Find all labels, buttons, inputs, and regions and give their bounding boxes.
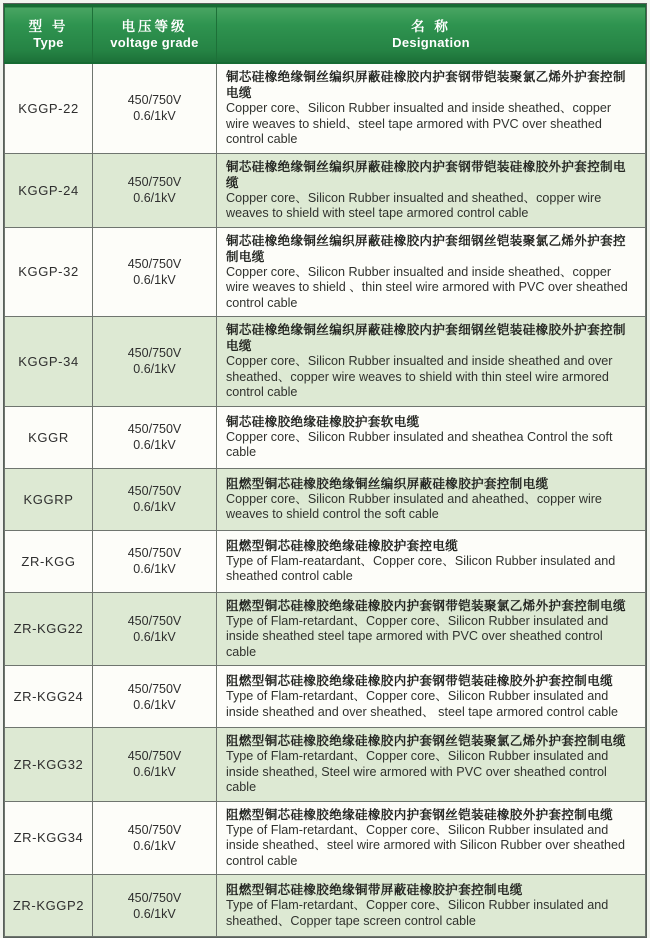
designation-chinese: 阻燃型铜芯硅橡胶绝缘硅橡胶内护套钢带铠装硅橡胶外护套控制电缆: [226, 674, 614, 688]
cable-type-value: KGGP-34: [5, 317, 93, 407]
table-row: [5, 63, 646, 153]
cable-type-value: KGGP-22: [5, 63, 93, 153]
voltage-line-1: 450/750V: [127, 175, 182, 189]
designation-english: Type of Flam-retardant、Copper core、Silicon Rubber insulated and inside sheathed、steel wire armored with Silicon Rubber over sheathed control cable: [226, 822, 626, 868]
designation-english: Copper core、Silicon Rubber insualted and inside sheathed、copper wire weaves to shield 、thin steel wire armored with PVC over sheathed control cable: [226, 264, 628, 310]
voltage-line-1: 450/750V: [127, 749, 182, 764]
designation-value: [217, 592, 646, 666]
table-body: [5, 63, 646, 937]
voltage-line-2: 0.6/1kV: [133, 438, 176, 452]
cable-type-value: ZR-KGG: [5, 530, 93, 592]
header-type-en: Type: [33, 35, 64, 50]
designation-chinese: 阻燃型铜芯硅橡胶绝缘硅橡胶内护套钢带铠装聚氯乙烯外护套控制电缆: [226, 598, 626, 613]
header-designation-cn: 名 称: [411, 19, 451, 34]
voltage-line-2: 0.6/1kV: [133, 697, 176, 712]
voltage-grade-value: [93, 406, 217, 468]
table-row: [5, 530, 646, 592]
table-row: [5, 153, 646, 227]
voltage-grade-value: [93, 875, 217, 937]
designation-english: Type of Flam-retardant、Copper core、Silicon Rubber insulated and sheathed、Copper tape screen control cable: [226, 898, 609, 928]
voltage-line-1: 450/750V: [127, 93, 182, 108]
cable-type-value: KGGRP: [5, 468, 93, 530]
cable-type-value: ZR-KGG32: [5, 728, 93, 802]
designation-chinese: 阻燃型铜芯硅橡胶绝缘铜带屏蔽硅橡胶护套控制电缆: [226, 883, 523, 897]
voltage-line-1: 450/750V: [127, 256, 182, 271]
designation-english: Type of Flam-retardant、Copper core、Silicon Rubber insulated and inside sheathed steel tape armored with PVC over sheathed control cable: [226, 613, 609, 659]
voltage-line-2: 0.6/1kV: [133, 562, 176, 576]
designation-chinese: 铜芯硅橡绝缘铜丝编织屏蔽硅橡胶内护套钢带铠装硅橡胶外护套控制电缆: [226, 159, 626, 190]
voltage-grade-value: [93, 468, 217, 530]
designation-chinese: 铜芯硅橡胶绝缘硅橡胶护套软电缆: [226, 414, 420, 429]
voltage-line-2: 0.6/1kV: [133, 191, 176, 205]
voltage-line-1: 450/750V: [127, 422, 182, 436]
voltage-line-2: 0.6/1kV: [133, 109, 176, 124]
voltage-line-1: 450/750V: [127, 890, 182, 905]
voltage-line-1: 450/750V: [127, 546, 182, 560]
voltage-grade-value: [93, 153, 217, 227]
header-type-cn: 型 号: [28, 19, 69, 34]
voltage-line-1: 450/750V: [127, 613, 182, 628]
table-row: [5, 592, 646, 666]
designation-value: [217, 666, 646, 728]
designation-value: [217, 227, 646, 317]
table-row: [5, 317, 646, 407]
designation-english: Copper core、Silicon Rubber insualted and inside sheathed and over sheathed、copper wire weaves to shield with thin steel wire armored control cable: [226, 354, 613, 399]
cable-spec-table: [4, 4, 646, 937]
voltage-line-2: 0.6/1kV: [133, 500, 176, 514]
designation-chinese: 阻燃型铜芯硅橡胶绝缘硅橡胶内护套钢丝铠装硅橡胶外护套控制电缆: [226, 807, 614, 822]
designation-chinese: 铜芯硅橡绝缘铜丝编织屏蔽硅橡胶内护套细钢丝铠装聚氯乙烯外护套控制电缆: [226, 233, 626, 264]
voltage-line-2: 0.6/1kV: [133, 765, 176, 780]
voltage-line-1: 450/750V: [127, 484, 182, 498]
designation-english: Copper core、Silicon Rubber insualted and sheathed、copper wire weaves to shield with steel tape armored control cable: [226, 190, 602, 220]
cable-type-value: KGGP-32: [5, 227, 93, 317]
table-row: [5, 468, 646, 530]
designation-value: [217, 468, 646, 530]
header-voltage-cn: 电压等级: [121, 19, 188, 34]
header-voltage-en: voltage grade: [110, 35, 199, 50]
cable-type-value: KGGP-24: [5, 153, 93, 227]
designation-value: [217, 317, 646, 407]
designation-english: Type of Flam-retardant、Copper core、Silicon Rubber insulated and inside sheathed, Steel wire armored with PVC over sheathed control cable: [226, 749, 609, 794]
cable-type-value: KGGR: [5, 406, 93, 468]
voltage-grade-value: [93, 728, 217, 802]
voltage-line-1: 450/750V: [127, 346, 182, 361]
designation-value: [217, 63, 646, 153]
voltage-line-2: 0.6/1kV: [133, 272, 176, 287]
voltage-line-2: 0.6/1kV: [133, 838, 176, 853]
table-row: [5, 406, 646, 468]
cable-type-value: ZR-KGG34: [5, 801, 93, 875]
table-header: [5, 6, 646, 64]
voltage-line-2: 0.6/1kV: [133, 362, 176, 377]
table-row: [5, 227, 646, 317]
voltage-line-2: 0.6/1kV: [133, 629, 176, 644]
cable-type-value: ZR-KGG24: [5, 666, 93, 728]
table-row: [5, 801, 646, 875]
designation-english: Type of Flam-retardant、Copper core、Silicon Rubber insulated and inside sheathed and over sheathed、 steel tape armored control cable: [226, 689, 619, 719]
designation-chinese: 阻燃型铜芯硅橡胶绝缘硅橡胶内护套钢丝铠装聚氯乙烯外护套控制电缆: [226, 734, 626, 748]
cable-type-value: ZR-KGGP2: [5, 875, 93, 937]
designation-chinese: 铜芯硅橡绝缘铜丝编织屏蔽硅橡胶内护套细钢丝铠装硅橡胶外护套控制电缆: [226, 323, 626, 353]
voltage-grade-value: [93, 63, 217, 153]
voltage-grade-value: [93, 317, 217, 407]
voltage-grade-value: [93, 801, 217, 875]
designation-value: [217, 406, 646, 468]
table-row: [5, 666, 646, 728]
header-designation: [217, 6, 646, 64]
designation-english: Type of Flam-reatardant、Copper core、Silicon Rubber insulated and sheathed control cable: [226, 553, 616, 583]
voltage-grade-value: [93, 227, 217, 317]
table-row: [5, 728, 646, 802]
voltage-line-1: 450/750V: [127, 681, 182, 696]
designation-value: [217, 801, 646, 875]
voltage-grade-value: [93, 592, 217, 666]
header-row: [5, 6, 646, 64]
designation-english: Copper core、Silicon Rubber insulated and aheathed、copper wire weaves to shield control the soft cable: [226, 491, 602, 521]
designation-value: [217, 530, 646, 592]
designation-english: Copper core、Silicon Rubber insualted and inside sheathed、copper wire weaves to shield、steel tape armored with PVC over sheathed control cable: [226, 101, 612, 146]
table-row: [5, 875, 646, 937]
header-designation-en: Designation: [392, 35, 470, 50]
designation-chinese: 阻燃型铜芯硅橡胶绝缘铜丝编织屏蔽硅橡胶护套控制电缆: [226, 476, 549, 491]
designation-value: [217, 875, 646, 937]
voltage-grade-value: [93, 530, 217, 592]
designation-value: [217, 153, 646, 227]
designation-chinese: 铜芯硅橡绝缘铜丝编织屏蔽硅橡胶内护套钢带铠装聚氯乙烯外护套控制电缆: [226, 70, 626, 100]
cable-spec-sheet: [3, 3, 647, 938]
designation-value: [217, 728, 646, 802]
designation-chinese: 阻燃型铜芯硅橡胶绝缘硅橡胶护套控电缆: [226, 538, 459, 553]
header-type: [5, 6, 93, 64]
voltage-line-1: 450/750V: [127, 822, 182, 837]
designation-english: Copper core、Silicon Rubber insulated and sheathea Control the soft cable: [226, 429, 613, 459]
header-voltage-grade: [93, 6, 217, 64]
voltage-line-2: 0.6/1kV: [133, 906, 176, 921]
voltage-grade-value: [93, 666, 217, 728]
cable-type-value: ZR-KGG22: [5, 592, 93, 666]
